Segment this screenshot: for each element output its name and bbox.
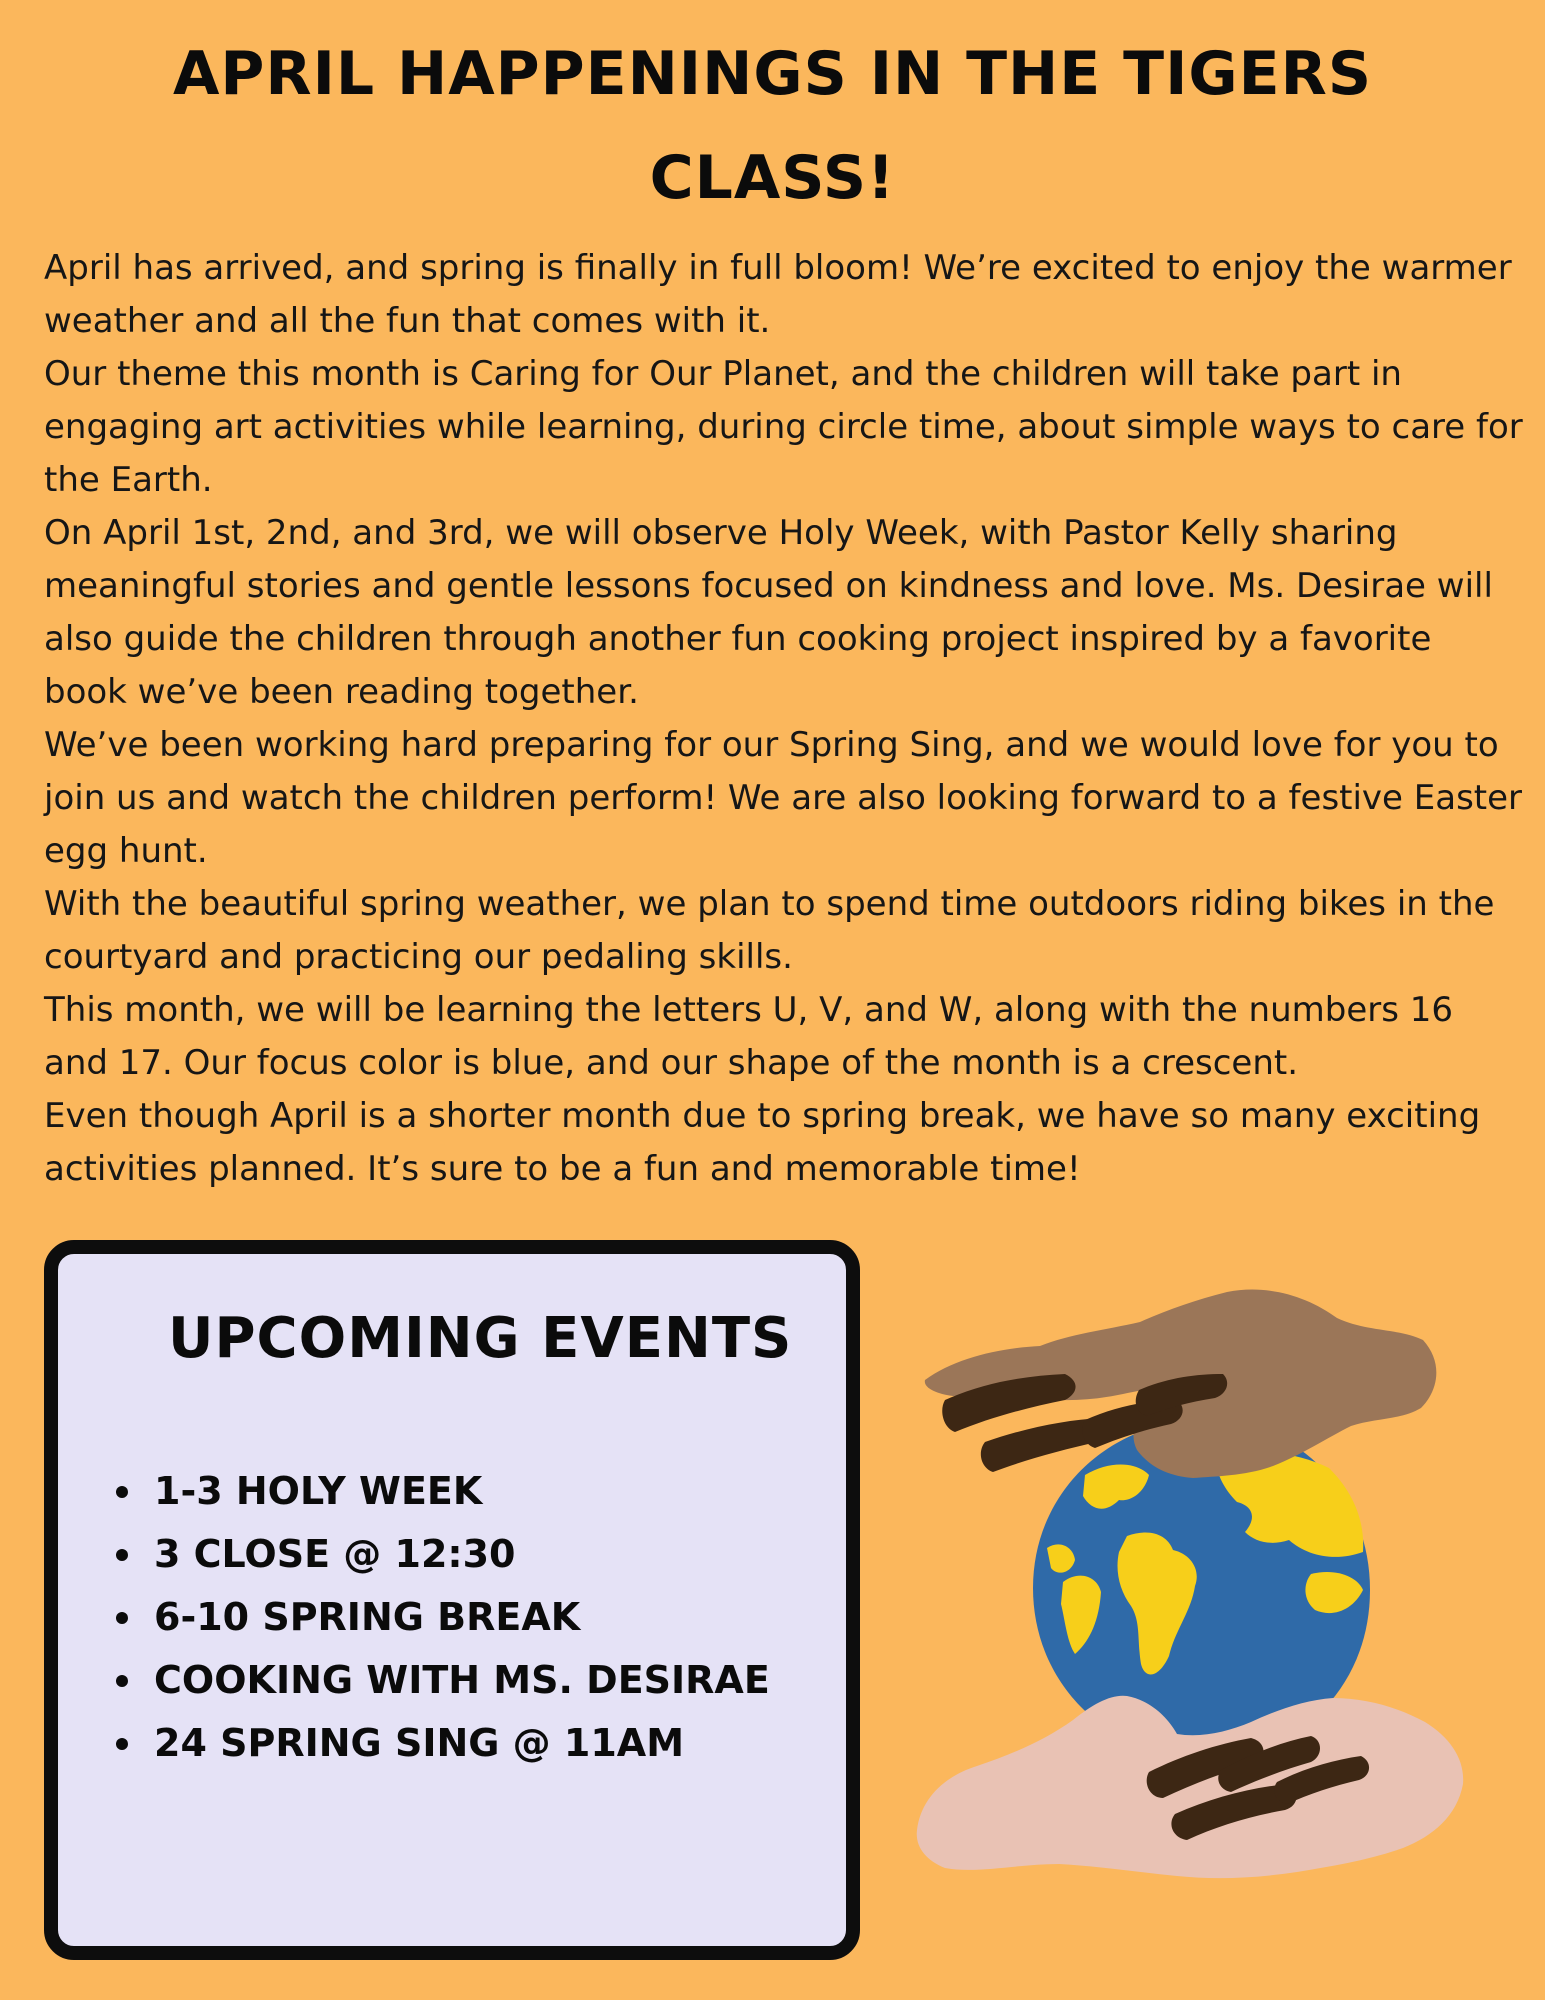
event-item-cooking: COOKING WITH MS. DESIRAE [110,1649,770,1712]
earth-in-hands-illustration [905,1270,1475,1910]
event-item-close: 3 CLOSE @ 12:30 [110,1523,770,1586]
paragraph-bikes: With the beautiful spring weather, we plan to spend time outdoors riding bikes in the courtyard and practicing our pedaling skills. [44,884,1495,977]
events-list [110,1460,770,1775]
upcoming-events-title: UPCOMING EVENTS [168,1306,793,1371]
paragraph-holy-week: On April 1st, 2nd, and 3rd, we will observe Holy Week, with Pastor Kelly sharing meaningful stories and gentle lessons focused on kindness and love. Ms. Desirae will also guide the children through another fun cooking project inspired by a favorite book we’ve been reading together. [44,513,1493,712]
newsletter-body [44,242,1524,1196]
paragraph-theme: Our theme this month is Caring for Our Planet, and the children will take part in engaging art activities while learning, during circle time, about simple ways to care for the Earth. [44,354,1523,500]
event-item-spring-sing: 24 SPRING SING @ 11AM [110,1712,770,1775]
paragraph-closing: Even though April is a shorter month due to spring break, we have so many exciting activities planned. It’s sure to be a fun and memorable time! [44,1096,1481,1189]
top-hand-icon [925,1290,1437,1478]
event-item-holy-week: 1-3 HOLY WEEK [110,1460,770,1523]
paragraph-letters: This month, we will be learning the letters U, V, and W, along with the numbers 16 and 17. Our focus color is blue, and our shape of the month is a crescent. [44,990,1454,1083]
title-line-2: CLASS! [649,143,896,213]
page-title [0,22,1545,230]
paragraph-intro: April has arrived, and spring is finally in full bloom! We’re excited to enjoy the warmer weather and all the fun that comes with it. [44,248,1512,341]
event-item-spring-break: 6-10 SPRING BREAK [110,1586,770,1649]
paragraph-spring-sing: We’ve been working hard preparing for our Spring Sing, and we would love for you to join us and watch the children perform! We are also looking forward to a festive Easter egg hunt. [44,725,1523,871]
upcoming-events-box [44,1240,860,1960]
title-line-1: APRIL HAPPENINGS IN THE TIGERS [172,39,1373,109]
